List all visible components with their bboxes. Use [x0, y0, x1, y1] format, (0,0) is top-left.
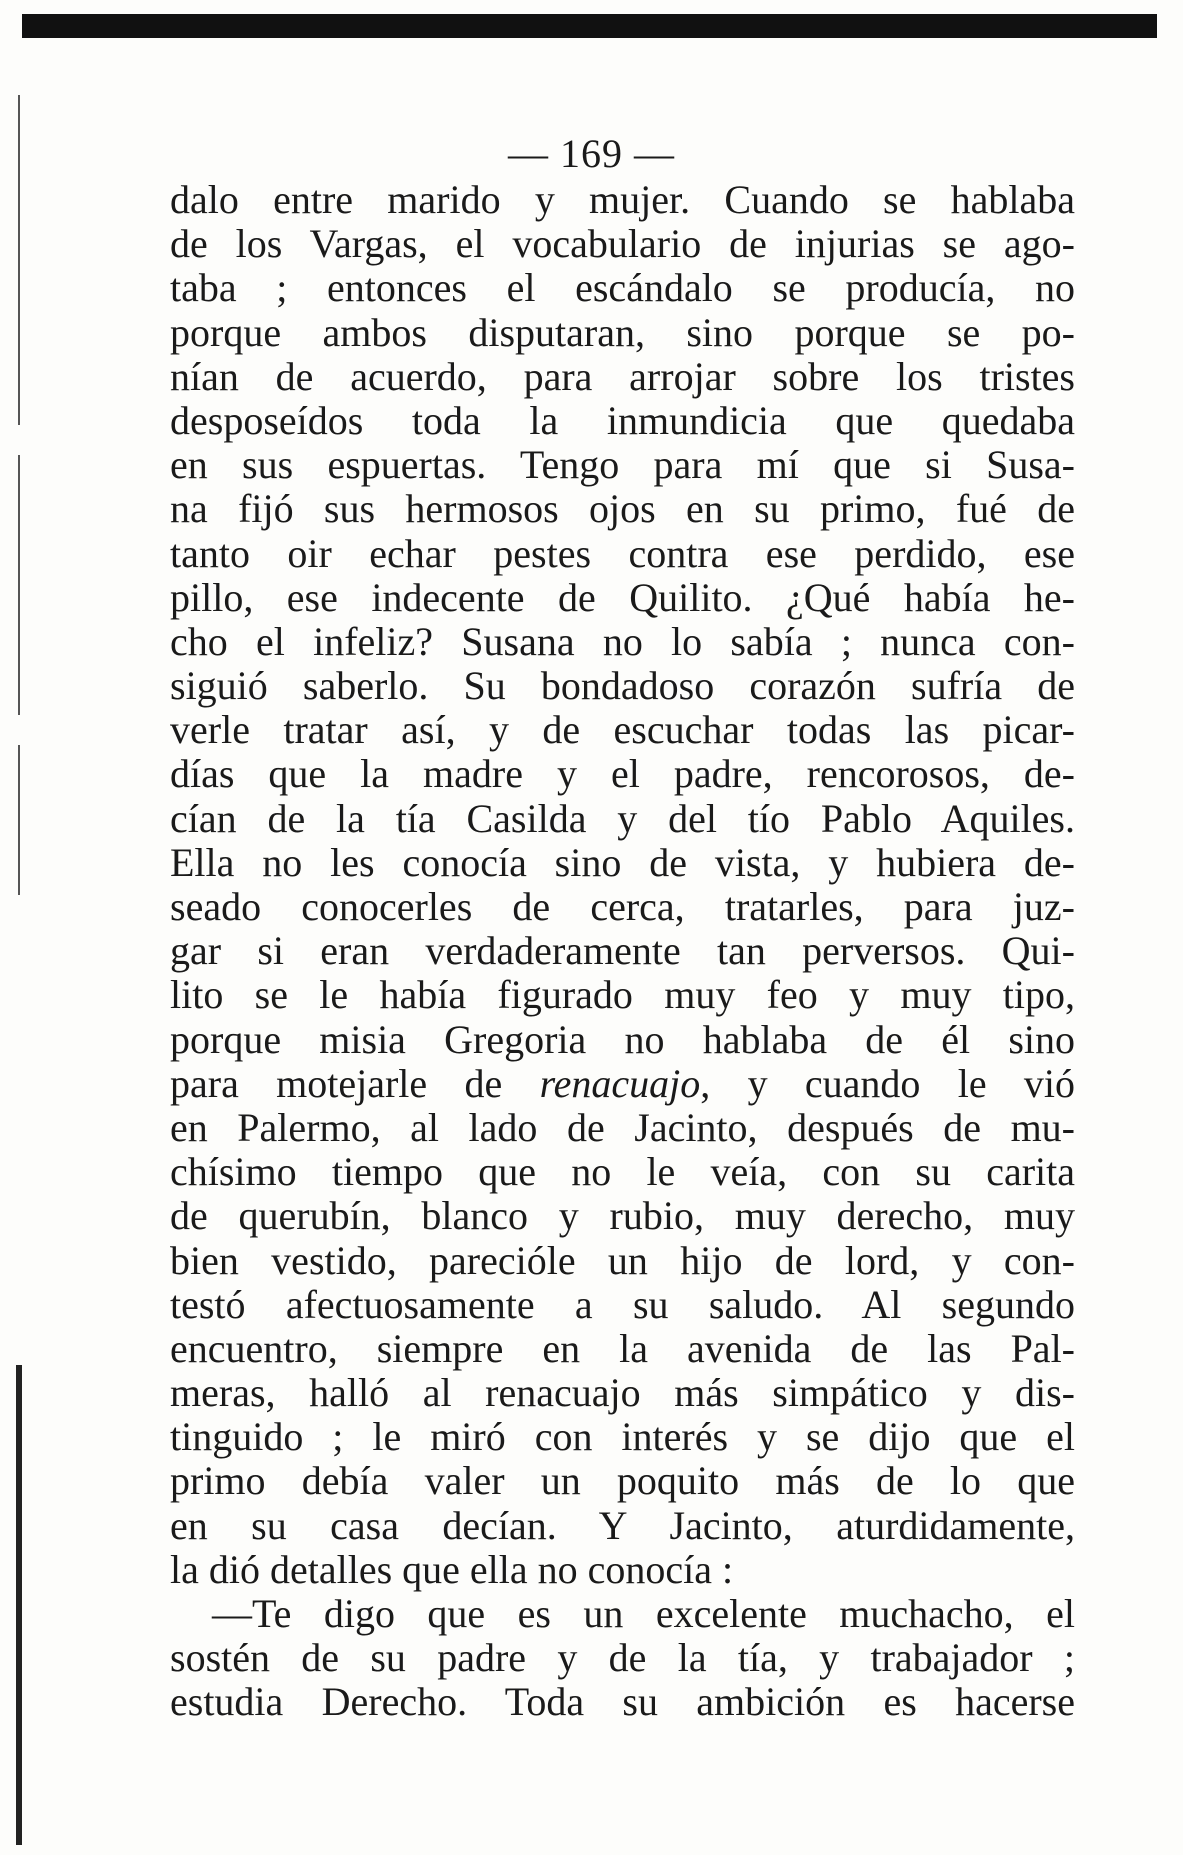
- text-line: tanto oir echar pestes contra ese perdido, ese: [170, 530, 1075, 576]
- text-line: porque ambos disputaran, sino porque se po-: [170, 309, 1075, 355]
- text-line: días que la madre y el padre, rencorosos, de-: [170, 751, 1075, 797]
- top-scan-border: [22, 14, 1157, 38]
- text-line: estudia Derecho. Toda su ambición es hacerse: [170, 1679, 1075, 1725]
- text-line: porque misia Gregoria no hablaba de él sino: [170, 1016, 1075, 1062]
- text-line: seado conocerles de cerca, tratarles, para juz-: [170, 884, 1075, 929]
- text-line: en Palermo, al lado de Jacinto, después de mu-: [170, 1104, 1075, 1150]
- text-line-with-italic: [170, 1062, 1075, 1106]
- page-number: — 169 —: [508, 131, 675, 176]
- text-line: lito se le había figurado muy feo y muy tipo,: [170, 972, 1075, 1018]
- text-line: Ella no les conocía sino de vista, y hubiera de-: [170, 839, 1075, 885]
- line-before-italic: para motejarle de: [170, 1060, 540, 1106]
- text-line: pillo, ese indecente de Quilito. ¿Qué había he-: [170, 574, 1075, 620]
- text-line: siguió saberlo. Su bondadoso corazón sufría de: [170, 663, 1075, 709]
- text-line: de querubín, blanco y rubio, muy derecho, muy: [170, 1193, 1075, 1239]
- line-after-italic: , y cuando le vió: [700, 1060, 1075, 1106]
- text-line: desposeídos toda la inmundicia que quedaba: [170, 397, 1075, 443]
- text-line: chísimo tiempo que no le veía, con su carita: [170, 1149, 1075, 1195]
- text-line: encuentro, siempre en la avenida de las Pal-: [170, 1325, 1075, 1371]
- text-line: dalo entre marido y mujer. Cuando se hablaba: [170, 177, 1075, 222]
- text-line: nían de acuerdo, para arrojar sobre los tristes: [170, 353, 1075, 399]
- text-line: taba ; entonces el escándalo se producía, no: [170, 265, 1075, 311]
- text-line: testó afectuosamente a su saludo. Al segundo: [170, 1281, 1075, 1327]
- text-line: primo debía valer un poquito más de lo que: [170, 1458, 1075, 1504]
- text-line: bien vestido, parecióle un hijo de lord, y con-: [170, 1237, 1075, 1283]
- text-line: cían de la tía Casilda y del tío Pablo Aquiles.: [170, 795, 1075, 841]
- italic-word: renacuajo: [539, 1060, 701, 1106]
- text-line: de los Vargas, el vocabulario de injurias se ago-: [170, 221, 1075, 267]
- text-line: cho el infeliz? Susana no lo sabía ; nunca con-: [170, 618, 1075, 664]
- body-text: [170, 178, 1075, 1725]
- text-line: verle tratar así, y de escuchar todas las picar-: [170, 707, 1075, 753]
- text-line: —Te digo que es un excelente muchacho, el: [212, 1591, 1075, 1636]
- text-line: meras, halló al renacuajo más simpático y dis-: [170, 1370, 1075, 1416]
- left-binding-edge: [14, 95, 24, 1840]
- text-line: na fijó sus hermosos ojos en su primo, fué de: [170, 486, 1075, 532]
- text-line: en su casa decían. Y Jacinto, aturdidamente,: [170, 1502, 1075, 1548]
- text-line: sostén de su padre y de la tía, y trabajador ;: [170, 1635, 1075, 1681]
- text-line: gar si eran verdaderamente tan perversos. Qui-: [170, 928, 1075, 974]
- text-line: la dió detalles que ella no conocía :: [170, 1546, 734, 1592]
- text-line: tinguido ; le miró con interés y se dijo que el: [170, 1414, 1075, 1460]
- text-line: en sus espuertas. Tengo para mí que si Susa-: [170, 442, 1075, 488]
